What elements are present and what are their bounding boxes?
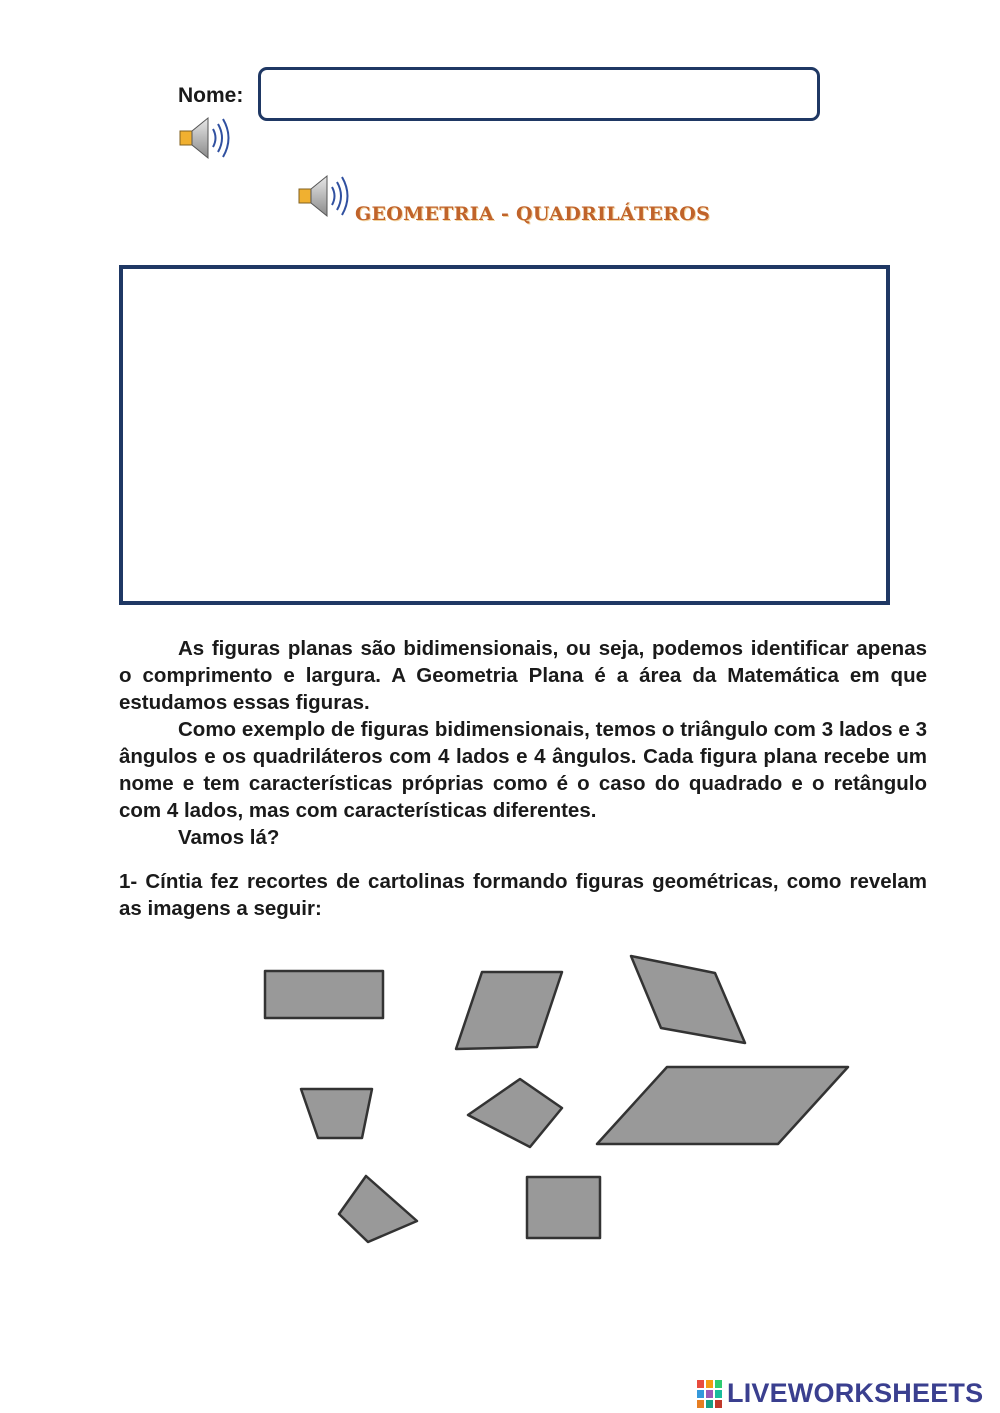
- media-placeholder: [119, 265, 890, 605]
- name-label: Nome:: [178, 84, 244, 107]
- quadrilateral-shape: [339, 1176, 417, 1242]
- logo-text: LIVEWORKSHEETS: [727, 1378, 984, 1408]
- parallelogram-shape: [456, 972, 562, 1049]
- square-shape: [527, 1177, 600, 1238]
- rectangle-shape: [265, 971, 383, 1018]
- intro-paragraph-1: As figuras planas são bidimensionais, ou seja, podemos identificar apenas o comprimento e largura. A Geometria Plana é a área da Matemática em que estudamos essas figuras.: [119, 637, 927, 714]
- speaker-icon[interactable]: [297, 171, 355, 221]
- page-title: GEOMETRIA - QUADRILÁTEROS: [355, 203, 711, 225]
- intro-paragraph-2: Como exemplo de figuras bidimensionais, temos o triângulo com 3 lados e 3 ângulos e os quadriláteros com 4 lados e 4 ângulos. Cada figura plana recebe um nome e tem características próprias como é o caso do quadrado e o retângulo com 4 lados, mas com características diferentes.: [119, 718, 927, 822]
- shapes-figure: [250, 945, 860, 1255]
- name-input[interactable]: [258, 67, 820, 121]
- quadrilateral-shape: [631, 956, 745, 1043]
- intro-paragraph-3: Vamos lá?: [178, 826, 280, 849]
- parallelogram-shape: [597, 1067, 848, 1144]
- question-1: 1- Cíntia fez recortes de cartolinas formando figuras geométricas, como revelam as imagens a seguir:: [119, 870, 927, 920]
- trapezoid-shape: [301, 1089, 372, 1138]
- rhombus-shape: [468, 1079, 562, 1147]
- liveworksheets-logo-icon: [697, 1380, 723, 1408]
- speaker-icon[interactable]: [178, 113, 236, 163]
- liveworksheets-logo: [697, 1375, 997, 1411]
